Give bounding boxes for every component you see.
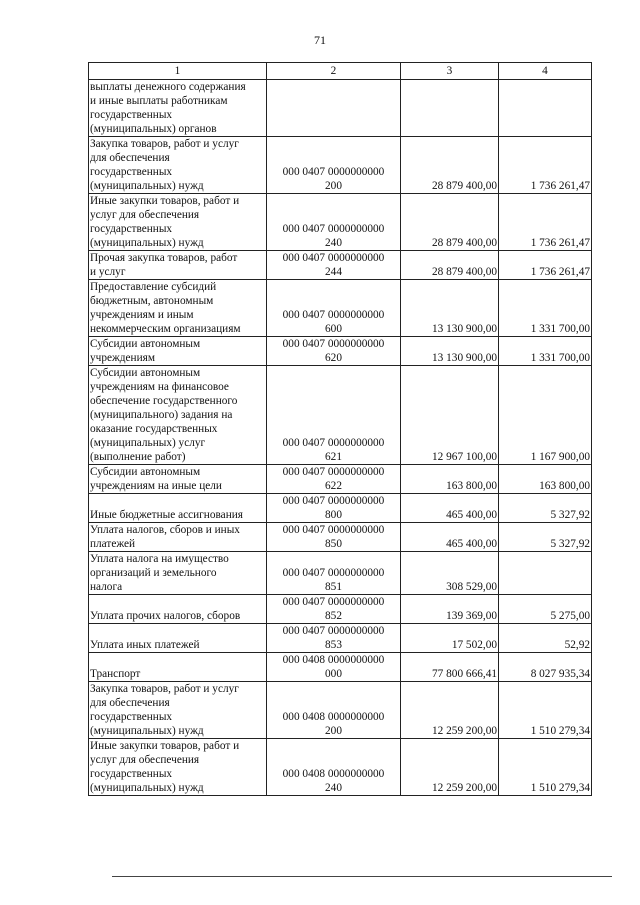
row-code-cell: 000 0407 0000000000 851 bbox=[267, 552, 401, 595]
row-code-cell: 000 0407 0000000000 853 bbox=[267, 624, 401, 653]
row-plan-cell: 465 400,00 bbox=[401, 523, 499, 552]
row-plan-cell: 28 879 400,00 bbox=[401, 251, 499, 280]
row-plan-cell: 13 130 900,00 bbox=[401, 280, 499, 337]
table-row bbox=[89, 80, 592, 137]
row-fact-cell bbox=[499, 80, 592, 137]
column-header-2: 2 bbox=[267, 63, 401, 80]
row-name-cell: Иные закупки товаров, работ и услуг для обеспечения государственных (муниципальных) нужд bbox=[89, 739, 267, 796]
row-plan-cell bbox=[401, 80, 499, 137]
row-code-cell: 000 0407 0000000000 800 bbox=[267, 494, 401, 523]
row-name-cell: Уплата прочих налогов, сборов bbox=[89, 595, 267, 624]
row-plan-cell: 77 800 666,41 bbox=[401, 653, 499, 682]
table-row bbox=[89, 251, 592, 280]
table-row bbox=[89, 552, 592, 595]
budget-table bbox=[88, 62, 592, 796]
page-number: 71 bbox=[314, 33, 326, 47]
table-row bbox=[89, 494, 592, 523]
row-fact-cell bbox=[499, 552, 592, 595]
footer-rule bbox=[112, 876, 612, 877]
row-code-cell: 000 0407 0000000000 621 bbox=[267, 366, 401, 465]
row-fact-cell: 1 510 279,34 bbox=[499, 682, 592, 739]
budget-table-body bbox=[89, 63, 592, 796]
row-fact-cell: 1 736 261,47 bbox=[499, 137, 592, 194]
table-row bbox=[89, 366, 592, 465]
row-code-cell: 000 0407 0000000000 620 bbox=[267, 337, 401, 366]
row-code-cell: 000 0408 0000000000 000 bbox=[267, 653, 401, 682]
row-name-cell: Уплата налога на имущество организаций и земельного налога bbox=[89, 552, 267, 595]
table-row bbox=[89, 523, 592, 552]
row-fact-cell: 5 275,00 bbox=[499, 595, 592, 624]
table-row bbox=[89, 337, 592, 366]
row-name-cell: выплаты денежного содержания и иные выплаты работникам государственных (муниципальных) органов bbox=[89, 80, 267, 137]
table-row bbox=[89, 137, 592, 194]
row-name-cell: Уплата налогов, сборов и иных платежей bbox=[89, 523, 267, 552]
row-code-cell bbox=[267, 80, 401, 137]
table-row bbox=[89, 739, 592, 796]
row-plan-cell: 28 879 400,00 bbox=[401, 137, 499, 194]
row-fact-cell: 1 167 900,00 bbox=[499, 366, 592, 465]
row-code-cell: 000 0407 0000000000 852 bbox=[267, 595, 401, 624]
row-fact-cell: 5 327,92 bbox=[499, 523, 592, 552]
row-name-cell: Уплата иных платежей bbox=[89, 624, 267, 653]
row-plan-cell: 163 800,00 bbox=[401, 465, 499, 494]
row-code-cell: 000 0407 0000000000 622 bbox=[267, 465, 401, 494]
row-fact-cell: 1 736 261,47 bbox=[499, 194, 592, 251]
row-name-cell: Прочая закупка товаров, работ и услуг bbox=[89, 251, 267, 280]
row-name-cell: Иные закупки товаров, работ и услуг для обеспечения государственных (муниципальных) нужд bbox=[89, 194, 267, 251]
row-fact-cell: 1 736 261,47 bbox=[499, 251, 592, 280]
row-fact-cell: 163 800,00 bbox=[499, 465, 592, 494]
row-fact-cell: 1 331 700,00 bbox=[499, 337, 592, 366]
row-plan-cell: 308 529,00 bbox=[401, 552, 499, 595]
row-plan-cell: 13 130 900,00 bbox=[401, 337, 499, 366]
row-name-cell: Субсидии автономным учреждениям на иные цели bbox=[89, 465, 267, 494]
row-plan-cell: 17 502,00 bbox=[401, 624, 499, 653]
column-header-1: 1 bbox=[89, 63, 267, 80]
table-row bbox=[89, 280, 592, 337]
row-name-cell: Иные бюджетные ассигнования bbox=[89, 494, 267, 523]
row-fact-cell: 5 327,92 bbox=[499, 494, 592, 523]
table-row bbox=[89, 624, 592, 653]
row-code-cell: 000 0407 0000000000 200 bbox=[267, 137, 401, 194]
row-name-cell: Предоставление субсидий бюджетным, автономным учреждениям и иным некоммерческим организациям bbox=[89, 280, 267, 337]
row-plan-cell: 465 400,00 bbox=[401, 494, 499, 523]
row-code-cell: 000 0408 0000000000 200 bbox=[267, 682, 401, 739]
row-fact-cell: 1 331 700,00 bbox=[499, 280, 592, 337]
row-code-cell: 000 0407 0000000000 240 bbox=[267, 194, 401, 251]
row-code-cell: 000 0407 0000000000 600 bbox=[267, 280, 401, 337]
row-plan-cell: 28 879 400,00 bbox=[401, 194, 499, 251]
row-fact-cell: 52,92 bbox=[499, 624, 592, 653]
column-header-3: 3 bbox=[401, 63, 499, 80]
row-plan-cell: 12 259 200,00 bbox=[401, 682, 499, 739]
row-plan-cell: 12 967 100,00 bbox=[401, 366, 499, 465]
row-name-cell: Субсидии автономным учреждениям на финансовое обеспечение государственного (муниципального) задания на оказание государственных (муниципальных) услуг (выполнение работ) bbox=[89, 366, 267, 465]
row-plan-cell: 12 259 200,00 bbox=[401, 739, 499, 796]
row-name-cell: Закупка товаров, работ и услуг для обеспечения государственных (муниципальных) нужд bbox=[89, 682, 267, 739]
table-row bbox=[89, 682, 592, 739]
row-code-cell: 000 0407 0000000000 244 bbox=[267, 251, 401, 280]
column-header-4: 4 bbox=[499, 63, 592, 80]
row-code-cell: 000 0408 0000000000 240 bbox=[267, 739, 401, 796]
row-name-cell: Транспорт bbox=[89, 653, 267, 682]
table-row bbox=[89, 465, 592, 494]
row-code-cell: 000 0407 0000000000 850 bbox=[267, 523, 401, 552]
table-row bbox=[89, 595, 592, 624]
row-plan-cell: 139 369,00 bbox=[401, 595, 499, 624]
row-fact-cell: 1 510 279,34 bbox=[499, 739, 592, 796]
row-fact-cell: 8 027 935,34 bbox=[499, 653, 592, 682]
row-name-cell: Субсидии автономным учреждениям bbox=[89, 337, 267, 366]
table-header-row bbox=[89, 63, 592, 80]
table-row bbox=[89, 653, 592, 682]
row-name-cell: Закупка товаров, работ и услуг для обеспечения государственных (муниципальных) нужд bbox=[89, 137, 267, 194]
table-row bbox=[89, 194, 592, 251]
